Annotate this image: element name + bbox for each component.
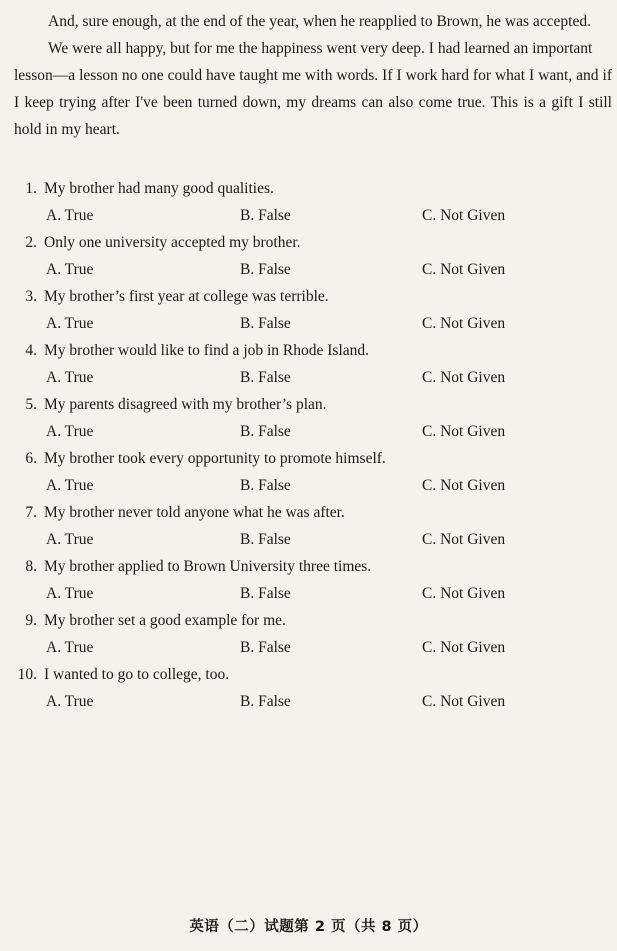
page-footer: 英语（二）试题第 2 页（共 8 页）: [189, 919, 428, 935]
question-item: [0, 558, 617, 612]
option-a: A. True: [46, 639, 94, 656]
question-number: 3.: [25, 288, 37, 305]
option-b: B. False: [240, 315, 291, 332]
question-stem: My parents disagreed with my brother’s plan.: [44, 396, 327, 413]
option-a: A. True: [46, 207, 94, 224]
question-item: [0, 342, 617, 396]
question-stem: My brother’s first year at college was terrible.: [44, 288, 329, 305]
question-stem: My brother took every opportunity to promote himself.: [44, 450, 386, 467]
passage-paragraph-1: And, sure enough, at the end of the year, when he reapplied to Brown, he was accepted.: [48, 13, 591, 30]
question-item: [0, 288, 617, 342]
question-number: 5.: [25, 396, 37, 413]
question-number: 1.: [25, 180, 37, 197]
question-number: 7.: [25, 504, 37, 521]
option-c: C. Not Given: [422, 423, 506, 440]
question-item: [0, 450, 617, 504]
question-stem: Only one university accepted my brother.: [44, 234, 301, 251]
option-b: B. False: [240, 369, 291, 386]
passage-paragraph-3: lesson—a lesson no one could have taught me with words. If I work hard for what I want, and if I keep trying after I've been turned down, my dreams can also come true. This is a gift I still hold in my heart.: [14, 67, 612, 138]
question-number: 2.: [25, 234, 37, 251]
option-b: B. False: [240, 261, 291, 278]
option-a: A. True: [46, 369, 94, 386]
option-b: B. False: [240, 693, 291, 710]
option-c: C. Not Given: [422, 369, 506, 386]
option-a: A. True: [46, 315, 94, 332]
question-number: 10.: [17, 666, 37, 683]
option-c: C. Not Given: [422, 639, 506, 656]
question-stem: My brother never told anyone what he was after.: [44, 504, 345, 521]
question-item: [0, 396, 617, 450]
question-item: [0, 666, 617, 720]
option-b: B. False: [240, 207, 291, 224]
passage-paragraph-2: We were all happy, but for me the happiness went very deep. I had learned an important: [48, 40, 593, 57]
option-b: B. False: [240, 477, 291, 494]
option-c: C. Not Given: [422, 315, 506, 332]
question-stem: My brother would like to find a job in Rhode Island.: [44, 342, 370, 359]
question-number: 9.: [25, 612, 37, 629]
question-stem: My brother applied to Brown University three times.: [44, 558, 372, 575]
option-c: C. Not Given: [422, 261, 506, 278]
question-stem: My brother had many good qualities.: [44, 180, 274, 197]
question-item: [0, 612, 617, 666]
question-item: [0, 504, 617, 558]
question-item: [0, 234, 617, 288]
reading-passage: [14, 8, 612, 143]
question-number: 6.: [25, 450, 37, 467]
option-a: A. True: [46, 693, 94, 710]
question-stem: My brother set a good example for me.: [44, 612, 286, 629]
option-a: A. True: [46, 261, 94, 278]
option-b: B. False: [240, 585, 291, 602]
option-b: B. False: [240, 531, 291, 548]
question-list: [0, 180, 617, 720]
option-b: B. False: [240, 639, 291, 656]
option-b: B. False: [240, 423, 291, 440]
question-number: 8.: [25, 558, 37, 575]
option-a: A. True: [46, 423, 94, 440]
option-a: A. True: [46, 531, 94, 548]
option-c: C. Not Given: [422, 693, 506, 710]
question-item: [0, 180, 617, 234]
question-stem: I wanted to go to college, too.: [44, 666, 230, 683]
option-a: A. True: [46, 585, 94, 602]
option-c: C. Not Given: [422, 207, 506, 224]
option-c: C. Not Given: [422, 477, 506, 494]
option-c: C. Not Given: [422, 585, 506, 602]
option-a: A. True: [46, 477, 94, 494]
option-c: C. Not Given: [422, 531, 506, 548]
question-number: 4.: [25, 342, 37, 359]
